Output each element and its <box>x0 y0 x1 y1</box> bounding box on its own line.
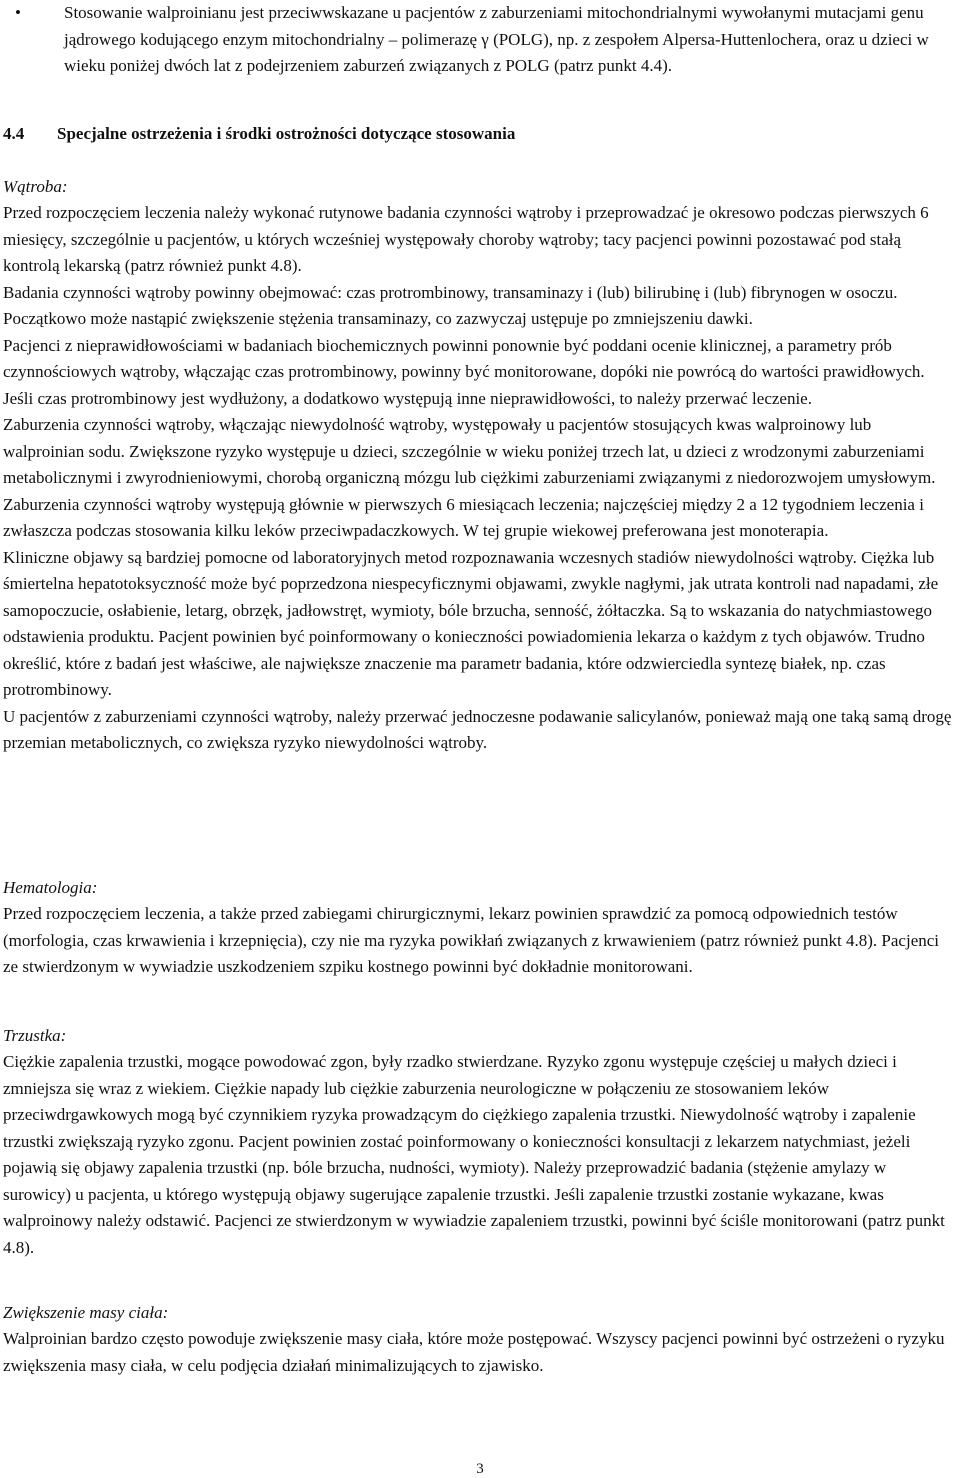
hematology-subtitle: Hematologia: <box>3 878 98 897</box>
bullet-icon: • <box>15 3 21 22</box>
liver-subtitle: Wątroba: <box>3 177 68 196</box>
liver-paragraph: Przed rozpoczęciem leczenia należy wykonać rutynowe badania czynności wątroby i przeprowadzać je okresowo podczas pierwszych 6 miesięcy, szczególnie u pacjentów, u których wcześniej występowały choroby wątroby; tacy pacjenci powinni pozostawać pod stałą kontrolą lekarską (patrz również punkt 4.8). <box>3 203 929 275</box>
liver-paragraph: U pacjentów z zaburzeniami czynności wątroby, należy przerwać jednoczesne podawanie salicylanów, ponieważ mają one taką samą drogę przemian metabolicznych, co zwiększa ryzyko niewydolności wątroby. <box>3 706 952 752</box>
hematology-section <box>3 901 953 981</box>
pancreas-section <box>3 1049 953 1261</box>
liver-paragraph: Zaburzenia czynności wątroby, włączając niewydolność wątroby, występowały u pacjentów stosujących kwas walproinowy lub walproinian sodu. Zwiększone ryzyko występuje u dzieci, szczególnie w wieku poniżej trzech lat, u dzieci z wrodzonymi zaburzeniami metabolicznymi i zwyrodnieniowymi, chorobą organiczną mózgu lub ciężkimi zaburzeniami związanymi z niedorozwojem umysłowym. Zaburzenia czynności wątroby występują głównie w pierwszych 6 miesiącach leczenia; najczęściej między 2 a 12 tygodniem leczenia i zwłaszcza podczas stosowania kilku leków przeciwpadaczkowych. W tej grupie wiekowej preferowana jest monoterapia. <box>3 415 936 540</box>
liver-paragraph: Pacjenci z nieprawidłowościami w badaniach biochemicznych powinni ponownie być poddani ocenie klinicznej, a parametry prób czynnościowych wątroby, włączając czas protrombinowy, powinny być monitorowane, dopóki nie powrócą do wartości prawidłowych. Jeśli czas protrombinowy jest wydłużony, a dodatkowo występują inne nieprawidłowości, to należy przerwać leczenie. <box>3 335 925 408</box>
liver-paragraph: Kliniczne objawy są bardziej pomocne od laboratoryjnych metod rozpoznawania wczesnych stadiów niewydolności wątroby. Ciężka lub śmiertelna hepatotoksyczność może być poprzedzona niespecyficznymi objawami, zwykle nagłymi, jak utrata kontroli nad napadami, złe samopoczucie, osłabienie, letarg, obrzęk, jadłowstręt, wymioty, bóle brzucha, senność, żółtaczka. Są to wskazania do natychmiastowego odstawienia produktu. Pacjent powinien być poinformowany o konieczności powiadomienia lekarza o każdym z tych objawów. Trudno określić, które z badań jest właściwe, ale największe znaczenie ma parametr badania, które odzwierciedla syntezę białek, np. czas protrombinowy. <box>3 547 939 699</box>
liver-section <box>3 200 953 757</box>
liver-paragraph: Badania czynności wątroby powinny obejmować: czas protrombinowy, transaminazy i (lub) bilirubinę i (lub) fibrynogen w osoczu. Początkowo może nastąpić zwiększenie stężenia transaminazy, co zazwyczaj ustępuje po zmniejszeniu dawki. <box>3 282 898 328</box>
weight-paragraph: Walproinian bardzo często powoduje zwiększenie masy ciała, które może postępować. Wszyscy pacjenci powinni być ostrzeżeni o ryzyku zwiększenia masy ciała, w celu podjęcia działań minimalizujących to zjawisko. <box>3 1329 945 1375</box>
section-heading <box>3 121 515 148</box>
pancreas-subtitle: Trzustka: <box>3 1026 67 1045</box>
pancreas-paragraph: Ciężkie zapalenia trzustki, mogące powodować zgon, były rzadko stwierdzane. Ryzyko zgonu występuje częściej u małych dzieci i zmniejsza się wraz z wiekiem. Ciężkie napady lub ciężkie zaburzenia neurologiczne w połączeniu ze stosowaniem leków przeciwdrgawkowych mogą być czynnikiem ryzyka prowadzącym do ciężkiego zapalenia trzustki. Niewydolność wątroby i zapalenie trzustki zwiększają ryzyko zgonu. Pacjent powinien zostać poinformowany o konieczności konsultacji z lekarzem natychmiast, jeżeli pojawią się objawy zapalenia trzustki (np. bóle brzucha, nudności, wymioty). Należy przeprowadzić badania (stężenie amylazy w surowicy) u pacjenta, u którego występują objawy sugerujące zapalenie trzustki. Jeśli zapalenie trzustki zostanie wykazane, kwas walproinowy należy odstawić. Pacjenci ze stwierdzonym w wywiadzie zapaleniem trzustki, powinni być ściśle monitorowani (patrz punkt 4.8). <box>3 1052 945 1257</box>
hematology-paragraph: Przed rozpoczęciem leczenia, a także przed zabiegami chirurgicznymi, lekarz powinien sprawdzić za pomocą odpowiednich testów (morfologia, czas krwawienia i krzepnięcia), czy nie ma ryzyka powikłań związanych z krwawieniem (patrz również punkt 4.8). Pacjenci ze stwierdzonym w wywiadzie uszkodzeniem szpiku kostnego powinni być dokładnie monitorowani. <box>3 904 940 976</box>
weight-section <box>3 1326 953 1379</box>
weight-subtitle: Zwiększenie masy ciała: <box>3 1303 169 1322</box>
intro-bullet-text: Stosowanie walproinianu jest przeciwwskazane u pacjentów z zaburzeniami mitochondrialnymi wywołanymi mutacjami genu jądrowego kodującego enzym mitochondrialny – polimerazę γ (POLG), np. z zespołem Alpersa-Huttenlochera, oraz u dzieci w wieku poniżej dwóch lat z podejrzeniem zaburzeń związanych z POLG (patrz punkt 4.4). <box>64 3 929 75</box>
section-number: 4.4 <box>3 124 25 143</box>
page-number: 3 <box>476 1461 484 1477</box>
section-title: Specjalne ostrzeżenia i środki ostrożności dotyczące stosowania <box>57 124 516 143</box>
